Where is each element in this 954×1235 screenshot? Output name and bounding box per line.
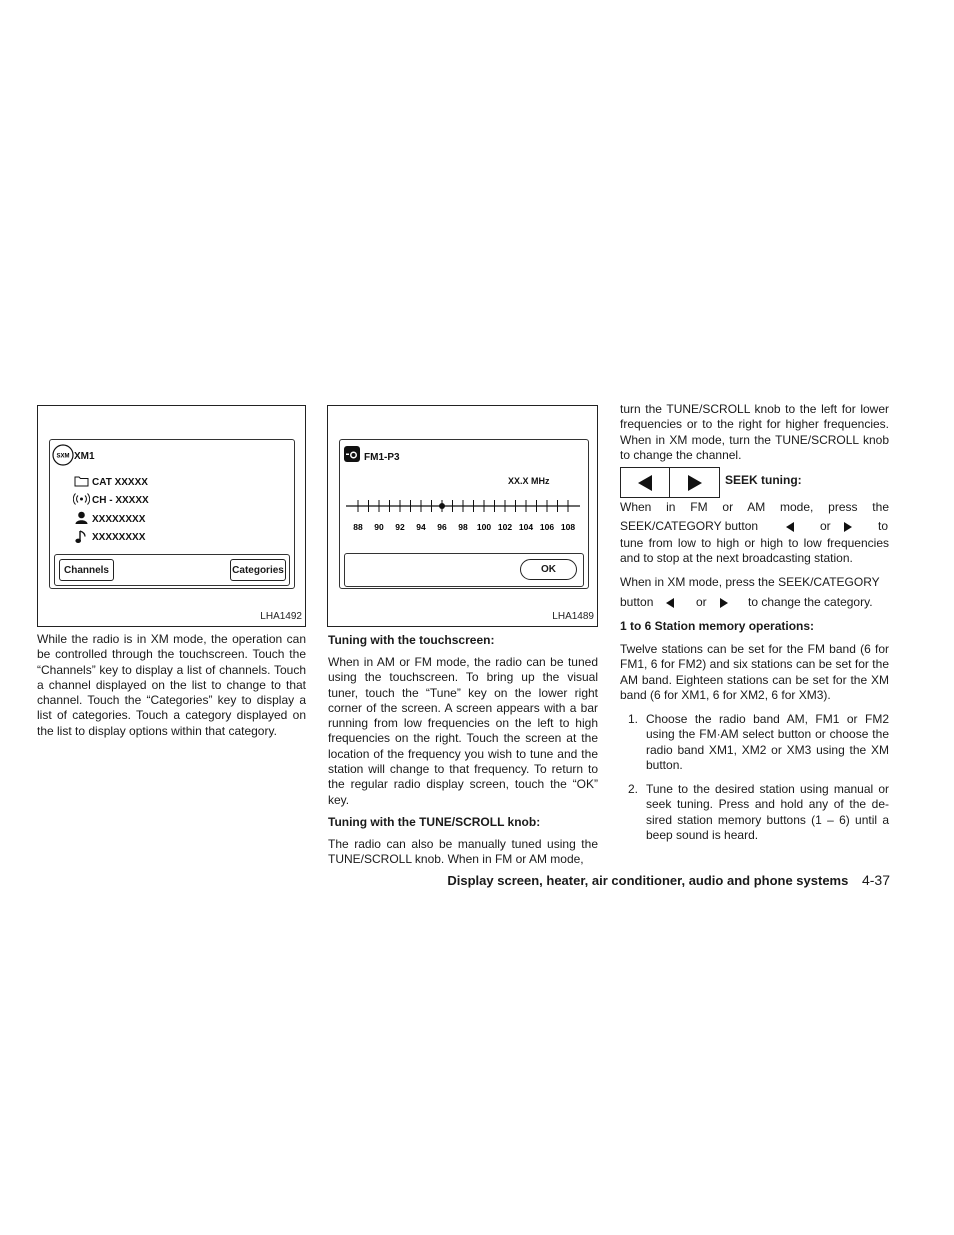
page-number: 4-37 — [861, 872, 890, 888]
radio-icon — [343, 445, 361, 463]
song-row[interactable]: XXXXXXXX — [92, 532, 146, 543]
seek-fm-am-rest: tune from low to high or high to low frequencies and to stop at the next broadcasting station. — [620, 536, 889, 566]
channel-row[interactable]: CH - XXXXX — [92, 495, 149, 506]
tuner-tick-label: 106 — [539, 522, 555, 532]
page-footer — [380, 872, 890, 892]
seek-fm-am-line2 — [620, 519, 889, 535]
list-item-text: Tune to the desired station using manual or seek tuning. Press and hold any of the de- sired station memory buttons (1 – 6) until a beep sound is heard. — [646, 782, 889, 842]
svg-text:SXM: SXM — [56, 453, 70, 460]
seek-fm-am-line1: When in FM or AM mode, press the — [620, 500, 889, 514]
tuner-tick-label: 98 — [458, 522, 468, 532]
figure-tuner-screen — [327, 405, 598, 627]
seek-left-icon — [786, 522, 794, 532]
touchscreen-paragraph: When in AM or FM mode, the radio can be tuned using the touchscreen. To bring up the visual tuner, touch the “Tune” key on the lower right corner of the screen. A screen appears with a bar running from low frequencies on the left to high frequencies on the right. Touch the screen at the location of the frequency you wish to tune and the station will change to that frequency. To return to the regular radio display screen, touch the “OK” key. — [328, 655, 598, 807]
figure-code: LHA1492 — [260, 611, 302, 622]
figure-code: LHA1489 — [552, 611, 594, 622]
tuner-tick-label: 88 — [353, 522, 363, 532]
broadcast-icon — [73, 493, 90, 505]
button-text: button — [620, 595, 654, 609]
seek-right-icon — [844, 522, 852, 532]
to-text: to — [878, 519, 889, 533]
tuner-tick-label: 90 — [374, 522, 384, 532]
artist-row[interactable]: XXXXXXXX — [92, 514, 146, 525]
frequency-readout: XX.X MHz — [508, 476, 550, 486]
seek-xm-line1: When in XM mode, press the SEEK/CATEGORY — [620, 575, 880, 589]
seek-left-button-icon — [621, 468, 670, 497]
or-text: or — [696, 595, 707, 609]
seek-right-icon — [720, 598, 728, 608]
artist-icon — [75, 511, 88, 524]
seek-right-button-icon — [670, 468, 719, 497]
display-screen — [49, 439, 295, 589]
seek-tuning-heading: SEEK tuning: — [725, 473, 802, 487]
station-memory-heading: 1 to 6 Station memory operations: — [620, 619, 815, 633]
list-item — [628, 782, 889, 844]
seek-category-text: SEEK/CATEGORY button — [620, 519, 759, 533]
seek-xm-line2 — [620, 595, 889, 611]
knob-continued-paragraph: turn the TUNE/SCROLL knob to the left for lower frequencies or to the right for higher frequencies. When in XM mode, turn the TUNE/SCROLL knob to change the channel. — [620, 402, 889, 462]
sxm-logo-icon — [52, 444, 74, 466]
folder-icon — [74, 475, 89, 487]
or-text: or — [820, 519, 831, 533]
knob-heading: Tuning with the TUNE/SCROLL knob: — [328, 815, 541, 829]
list-item — [628, 712, 889, 774]
change-category-text: to change the category. — [748, 595, 873, 609]
figure-xm-screen — [37, 405, 306, 627]
channels-button[interactable]: Channels — [59, 559, 114, 581]
knob-paragraph: The radio can also be manually tuned using the TUNE/SCROLL knob. When in FM or AM mode, — [328, 837, 598, 867]
tuner-tick-label: 92 — [395, 522, 405, 532]
ok-button[interactable]: OK — [520, 559, 577, 580]
display-screen — [339, 439, 589, 589]
category-row[interactable]: CAT XXXXX — [92, 477, 148, 488]
tuner-tick-label: 94 — [416, 522, 426, 532]
station-memory-paragraph: Twelve stations can be set for the FM band (6 for FM1, 6 for FM2) and six stations can be set for the AM band. Eighteen stations can be set for the XM band (6 for XM1, 6 for XM2, 6 for XM3). — [620, 642, 889, 702]
band-label: XM1 — [74, 451, 95, 462]
seek-buttons-graphic — [620, 467, 720, 498]
tuner-tick-label: 104 — [518, 522, 534, 532]
band-label: FM1-P3 — [364, 452, 400, 463]
tuner-tick-label: 108 — [560, 522, 576, 532]
tuner-tick-label: 96 — [437, 522, 447, 532]
xm-mode-paragraph: While the radio is in XM mode, the operation can be controlled through the touchscreen. Touch the “Channels” key to display a list of channels. Touch a channel displayed on the list to change to that channel. Touch the “Categories” key to display a list of categories. Touch a category displayed on the list to display options within that category. — [37, 632, 306, 738]
list-item-text: Choose the radio band AM, FM1 or FM2 using the FM·AM select button or choose the radio band XM1, XM2 or XM3 using the XM button. — [646, 712, 889, 772]
tuner-tick-label: 102 — [497, 522, 513, 532]
seek-left-icon — [666, 598, 674, 608]
touchscreen-heading: Tuning with the touchscreen: — [328, 633, 495, 647]
list-item-number: 2. — [628, 782, 639, 796]
categories-button[interactable]: Categories — [230, 559, 286, 581]
tuner-bar[interactable] — [340, 495, 590, 535]
tuner-position-marker[interactable] — [439, 503, 445, 509]
tuner-tick-label: 100 — [476, 522, 492, 532]
list-item-number: 1. — [628, 712, 639, 726]
footer-section-title: Display screen, heater, air conditioner, audio and phone systems — [447, 873, 849, 888]
music-note-icon — [75, 529, 88, 544]
